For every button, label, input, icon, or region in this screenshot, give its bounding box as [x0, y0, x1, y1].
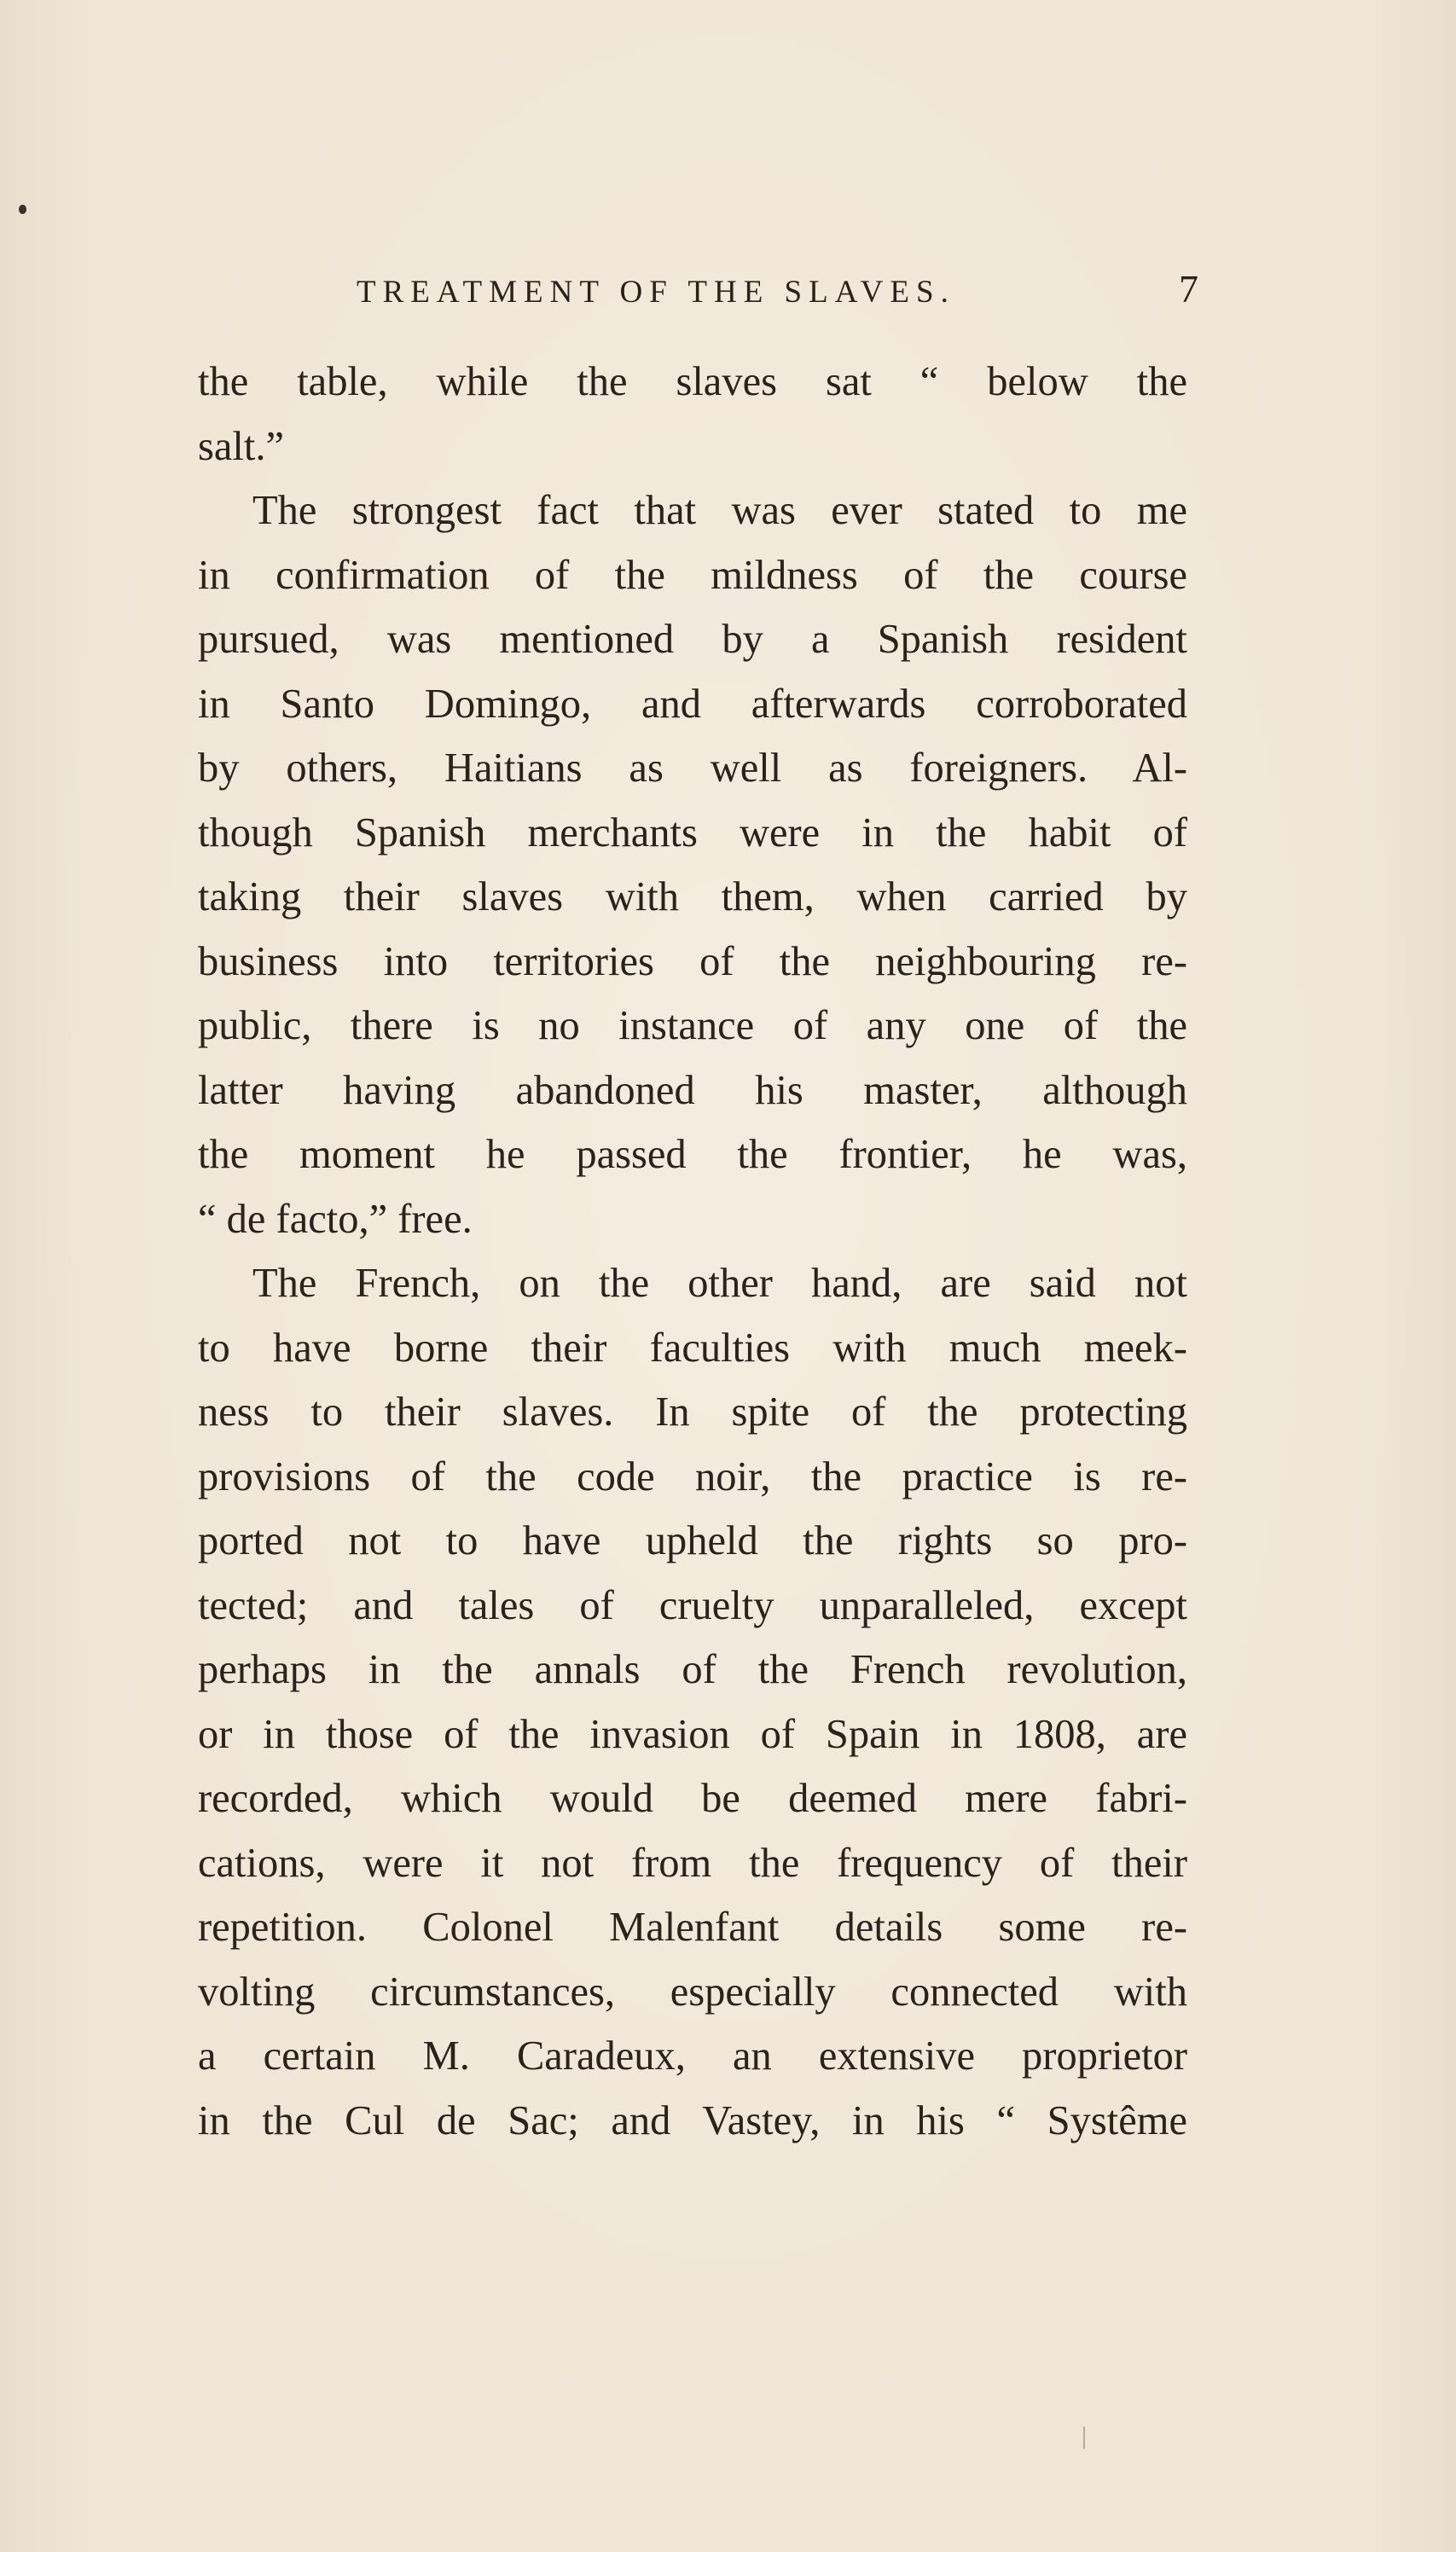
text-line: pursued, was mentioned by a Spanish resident — [198, 617, 1187, 662]
running-head: TREATMENT OF THE SLAVES. — [357, 275, 955, 310]
text-line: or in those of the invasion of Spain in 1808, are — [198, 1711, 1187, 1757]
text-line: to have borne their faculties with much meek- — [198, 1325, 1187, 1371]
text-line: The strongest fact that was ever stated to me — [252, 488, 1187, 533]
paper-mark — [1083, 2427, 1085, 2449]
text-line: the moment he passed the frontier, he was, — [198, 1132, 1187, 1177]
text-line: salt.” — [198, 423, 285, 469]
page-header — [357, 267, 1198, 318]
text-line: repetition. Colonel Malenfant details some re- — [198, 1905, 1187, 1950]
text-line: volting circumstances, especially connected with — [198, 1969, 1187, 2015]
text-line: The French, on the other hand, are said not — [252, 1261, 1187, 1306]
text-line: tected; and tales of cruelty unparalleled, except — [198, 1582, 1187, 1628]
text-line: the table, while the slaves sat “ below the — [198, 359, 1187, 404]
text-line: provisions of the code noir, the practice is re- — [198, 1453, 1187, 1499]
body-text — [198, 350, 1187, 2153]
text-line: by others, Haitians as well as foreigners. Al- — [198, 745, 1187, 791]
text-line: “ de facto,” free. — [198, 1196, 473, 1242]
text-line: in confirmation of the mildness of the course — [198, 552, 1187, 598]
ink-speck — [19, 205, 26, 214]
text-line: public, there is no instance of any one of the — [198, 1003, 1187, 1048]
text-line: a certain M. Caradeux, an extensive proprietor — [198, 2033, 1187, 2079]
text-line: recorded, which would be deemed mere fabri- — [198, 1776, 1187, 1821]
text-line: latter having abandoned his master, although — [198, 1067, 1187, 1113]
page-number: 7 — [1179, 267, 1198, 310]
text-line: business into territories of the neighbouring re- — [198, 938, 1187, 984]
text-line: cations, were it not from the frequency of their — [198, 1840, 1187, 1886]
text-line: perhaps in the annals of the French revolution, — [198, 1647, 1187, 1692]
text-line: in Santo Domingo, and afterwards corroborated — [198, 681, 1187, 727]
text-line: in the Cul de Sac; and Vastey, in his “ Systême — [198, 2097, 1187, 2143]
text-line: ness to their slaves. In spite of the protecting — [198, 1389, 1187, 1435]
text-line: taking their slaves with them, when carried by — [198, 874, 1187, 919]
text-line: ported not to have upheld the rights so pro- — [198, 1518, 1187, 1563]
text-line: though Spanish merchants were in the habit of — [198, 809, 1187, 856]
